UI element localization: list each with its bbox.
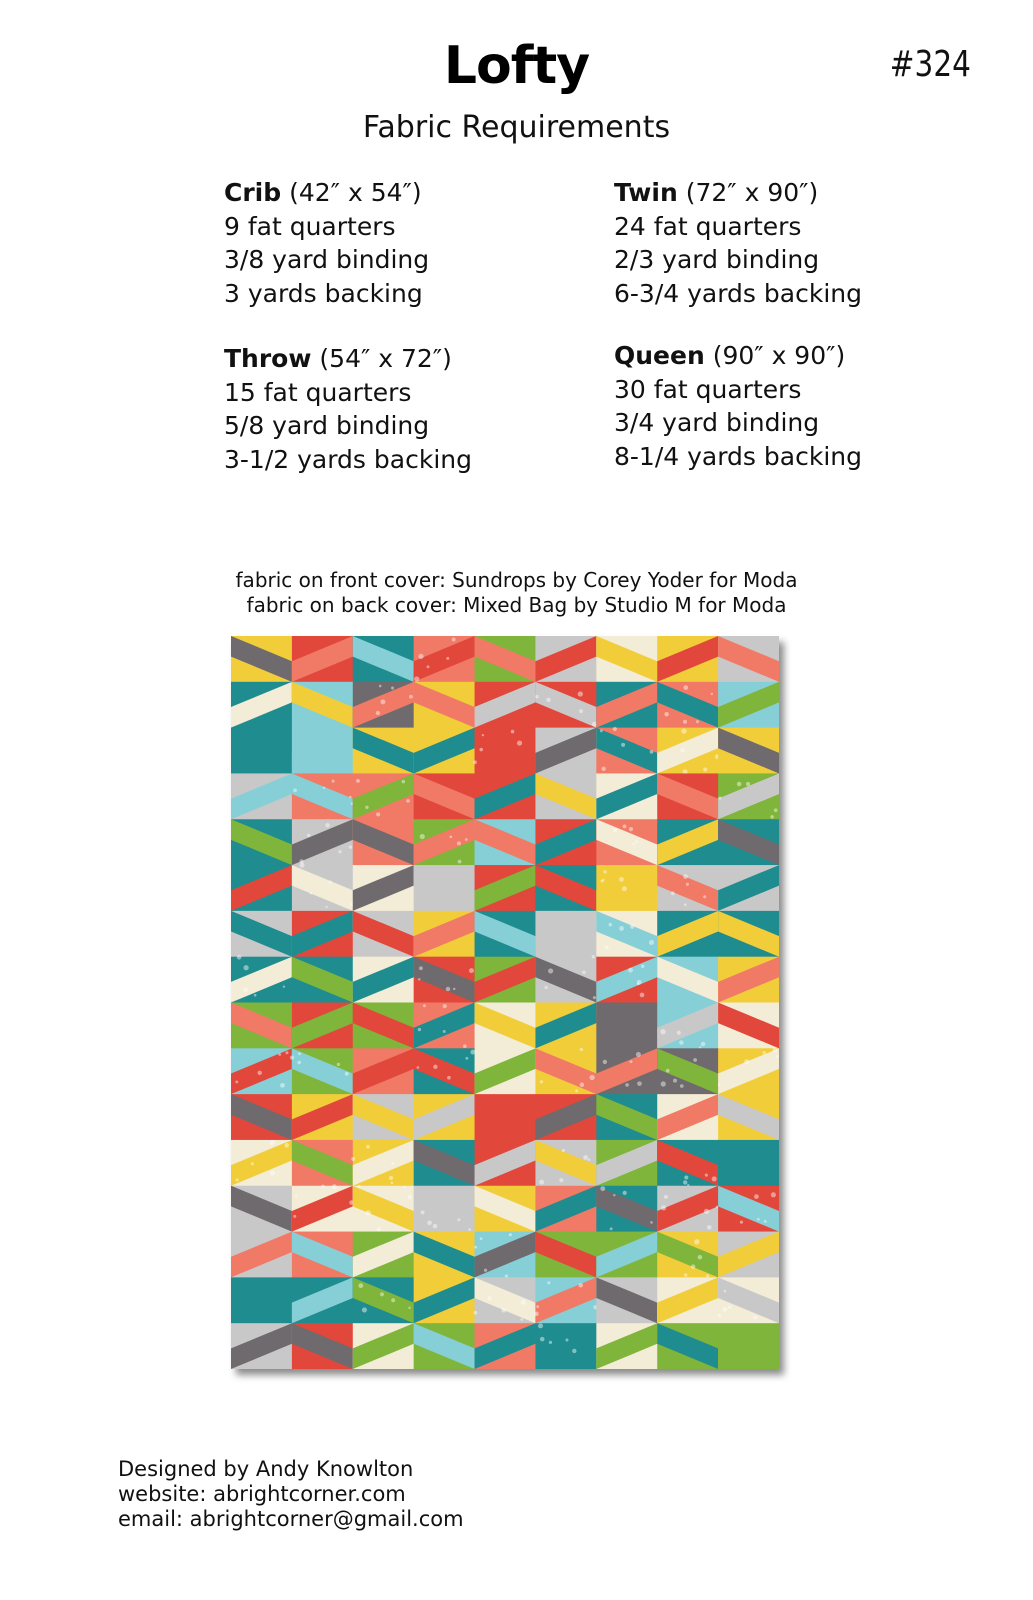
quilt-print-dot <box>389 1176 393 1180</box>
quilt-print-dot <box>380 1292 384 1296</box>
quilt-print-dot <box>406 799 410 803</box>
quilt-print-dot <box>418 1028 421 1031</box>
quilt-print-dot <box>423 1004 426 1007</box>
quilt-print-dot <box>603 870 606 873</box>
quilt-print-dot <box>511 730 515 734</box>
quilt-print-dot <box>600 1186 605 1191</box>
quilt-print-dot <box>465 1057 468 1060</box>
designer-info <box>118 1457 464 1532</box>
quilt-print-dot <box>712 1176 717 1181</box>
quilt-print-dot <box>408 1307 410 1309</box>
quilt-print-dot <box>452 638 456 642</box>
quilt-print-dot <box>621 743 625 747</box>
quilt-print-dot <box>257 1071 261 1075</box>
quilt-print-dot <box>630 1060 633 1063</box>
quilt-print-dot <box>722 1307 727 1312</box>
quilt-print-dot <box>681 728 686 733</box>
quilt-print-dot <box>237 955 242 960</box>
quilt-print-dot <box>521 1300 526 1305</box>
quilt-print-dot <box>251 1162 254 1165</box>
quilt-print-dot <box>509 1233 512 1236</box>
quilt-print-dot <box>728 1306 731 1309</box>
quilt-print-dot <box>535 695 538 698</box>
quilt-print-dot <box>625 1083 629 1087</box>
quilt-print-dot <box>593 996 596 999</box>
quilt-print-dot <box>427 665 430 668</box>
quilt-print-dot <box>349 845 352 848</box>
quilt-print-dot <box>575 1089 578 1092</box>
quilt-print-dot <box>772 1047 777 1052</box>
quilt-print-dot <box>619 877 624 882</box>
quilt-print-dot <box>592 955 595 958</box>
quilt-print-dot <box>409 695 413 699</box>
quilt-print-dot <box>463 1044 467 1048</box>
quilt-print-dot <box>329 880 332 883</box>
quilt-print-dot <box>443 1030 446 1033</box>
quilt-print-dot <box>540 1080 543 1083</box>
quilt-print-dot <box>684 1175 688 1179</box>
quilt-print-dot <box>358 1185 361 1188</box>
quilt-print-dot <box>683 874 688 879</box>
requirement-line: 30 fat quarters <box>614 374 802 404</box>
requirements-queen <box>614 339 862 473</box>
quilt-print-dot <box>562 1149 565 1152</box>
quilt-print-dot <box>680 748 685 753</box>
quilt-print-dot <box>547 1281 550 1284</box>
quilt-print-dot <box>376 812 380 816</box>
quilt-print-dot <box>416 1066 419 1069</box>
quilt-print-dot <box>365 1210 370 1215</box>
quilt-print-dot <box>443 1004 447 1008</box>
quilt-print-dot <box>559 1178 563 1182</box>
quilt-print-dot <box>744 1059 749 1064</box>
quilt-print-dot <box>297 1061 301 1065</box>
quilt-print-dot <box>321 1185 324 1188</box>
quilt-print-dot <box>703 895 706 898</box>
quilt-print-dot <box>684 903 687 906</box>
quilt-print-dot <box>635 840 638 843</box>
quilt-print-dot <box>711 693 713 695</box>
quilt-print-dot <box>602 879 605 882</box>
requirement-line: 3-1/2 yards backing <box>224 444 472 474</box>
quilt-print-dot <box>270 1170 275 1175</box>
quilt-print-dot <box>285 1051 288 1054</box>
quilt-print-dot <box>427 1221 432 1226</box>
quilt-print-dot <box>332 1184 337 1189</box>
quilt-print-dot <box>737 782 742 787</box>
quilt-print-dot <box>484 1269 487 1272</box>
quilt-print-dot <box>623 1191 627 1195</box>
quilt-illustration <box>231 636 779 1369</box>
quilt-print-dot <box>641 965 644 968</box>
back-cover-credit: fabric on back cover: Mixed Bag by Studio M for Moda <box>246 593 787 617</box>
quilt-print-dot <box>501 1308 506 1313</box>
quilt-print-dot <box>482 734 484 736</box>
quilt-print-dot <box>629 827 633 831</box>
quilt-image <box>231 636 779 1369</box>
quilt-print-dot <box>666 1069 670 1073</box>
requirement-line: 15 fat quarters <box>224 377 412 407</box>
quilt-print-dot <box>270 1140 275 1145</box>
requirements-twin <box>614 176 862 310</box>
quilt-print-dot <box>622 886 627 891</box>
quilt-print-dot <box>582 971 586 975</box>
size-dimensions: (90″ x 90″) <box>712 341 846 370</box>
pattern-number: #324 <box>889 44 971 85</box>
requirement-line: 8-1/4 yards backing <box>614 441 862 471</box>
quilt-print-dot <box>309 892 312 895</box>
quilt-print-dot <box>474 1246 477 1249</box>
quilt-print-dot <box>650 1221 653 1224</box>
quilt-print-dot <box>718 1083 720 1085</box>
quilt-print-dot <box>608 923 612 927</box>
size-name: Queen <box>614 341 705 370</box>
quilt-print-dot <box>588 1158 591 1161</box>
quilt-print-dot <box>718 1314 721 1317</box>
quilt-print-dot <box>473 760 477 764</box>
quilt-print-dot <box>332 780 335 783</box>
quilt-print-dot <box>613 1194 615 1196</box>
quilt-print-dot <box>544 986 547 989</box>
quilt-print-dot <box>418 654 423 659</box>
quilt-print-dot <box>686 883 689 886</box>
requirements-throw <box>224 342 472 476</box>
quilt-print-dot <box>549 1341 552 1344</box>
quilt-print-dot <box>418 978 420 980</box>
quilt-print-dot <box>236 1178 239 1181</box>
quilt-print-dot <box>632 843 635 846</box>
quilt-print-dot <box>630 925 634 929</box>
quilt-print-dot <box>724 1290 727 1293</box>
quilt-print-dot <box>770 815 774 819</box>
quilt-print-dot <box>280 1083 285 1088</box>
size-heading <box>614 339 862 373</box>
quilt-print-dot <box>619 926 624 931</box>
quilt-print-dot <box>680 1084 684 1088</box>
quilt-print-dot <box>548 968 553 973</box>
quilt-print-dot <box>677 1031 681 1035</box>
quilt-print-dot <box>683 720 687 724</box>
quilt-print-dot <box>365 806 368 809</box>
quilt-print-dot <box>600 729 603 732</box>
size-heading <box>224 176 429 210</box>
quilt-print-dot <box>691 1264 696 1269</box>
fabric-credits <box>0 568 1033 618</box>
quilt-print-dot <box>762 1051 765 1054</box>
quilt-print-dot <box>307 834 310 837</box>
quilt-print-dot <box>628 968 633 973</box>
quilt-print-dot <box>300 863 305 868</box>
quilt-print-dot <box>699 1046 701 1048</box>
quilt-print-dot <box>640 993 645 998</box>
quilt-print-dot <box>704 1209 709 1214</box>
size-name: Crib <box>224 178 282 207</box>
quilt-print-dot <box>753 1316 757 1320</box>
quilt-print-dot <box>613 727 617 731</box>
requirement-line: 24 fat quarters <box>614 211 802 241</box>
size-name: Twin <box>614 178 678 207</box>
quilt-print-dot <box>706 1274 709 1277</box>
size-heading <box>614 176 862 210</box>
quilt-print-dot <box>295 1194 298 1197</box>
quilt-print-dot <box>583 1155 588 1160</box>
quilt-print-dot <box>771 1192 776 1197</box>
quilt-print-dot <box>534 1312 539 1317</box>
quilt-print-dot <box>235 1080 238 1083</box>
quilt-print-dot <box>754 1194 759 1199</box>
quilt-print-dot <box>351 1157 355 1161</box>
quilt-print-dot <box>701 1042 706 1047</box>
quilt-print-dot <box>453 988 455 990</box>
quilt-print-dot <box>603 1060 607 1064</box>
quilt-print-dot <box>776 1055 779 1058</box>
quilt-print-dot <box>358 1283 363 1288</box>
quilt-print-dot <box>377 1227 381 1231</box>
requirements-crib <box>224 176 429 310</box>
quilt-print-dot <box>403 1186 405 1188</box>
quilt-print-dot <box>469 968 474 973</box>
quilt-print-dot <box>610 1227 613 1230</box>
quilt-print-dot <box>539 1180 544 1185</box>
quilt-print-dot <box>293 788 297 792</box>
quilt-print-dot <box>283 985 285 987</box>
quilt-print-dot <box>664 1195 668 1199</box>
quilt-print-dot <box>290 1056 294 1060</box>
quilt-print-dot <box>391 1298 395 1302</box>
quilt-print-dot <box>774 808 778 812</box>
quilt-print-dot <box>661 1205 666 1210</box>
quilt-print-dot <box>446 657 449 660</box>
quilt-print-dot <box>650 750 654 754</box>
quilt-print-dot <box>449 836 452 839</box>
quilt-print-dot <box>421 1210 425 1214</box>
quilt-print-dot <box>349 796 352 799</box>
quilt-print-dot <box>698 1255 702 1259</box>
quilt-print-dot <box>447 1076 451 1080</box>
quilt-print-dot <box>414 676 419 681</box>
pattern-title: Lofty <box>443 36 590 96</box>
quilt-print-dot <box>703 768 707 772</box>
quilt-print-dot <box>605 945 609 949</box>
quilt-print-dot <box>474 1311 478 1315</box>
quilt-print-dot <box>718 796 721 799</box>
front-cover-credit: fabric on front cover: Sundrops by Corey Yoder for Moda <box>235 568 798 592</box>
quilt-print-dot <box>716 1206 718 1208</box>
quilt-print-dot <box>465 838 468 841</box>
quilt-print-dot <box>578 691 583 696</box>
requirement-line: 3 yards backing <box>224 278 423 308</box>
quilt-print-dot <box>601 767 605 771</box>
designer-website: website: abrightcorner.com <box>118 1482 406 1506</box>
quilt-print-dot <box>673 1079 677 1083</box>
quilt-print-dot <box>345 1072 349 1076</box>
size-heading <box>224 342 472 376</box>
quilt-print-dot <box>623 824 627 828</box>
quilt-print-dot <box>407 1195 412 1200</box>
quilt-print-dot <box>683 1180 687 1184</box>
quilt-print-dot <box>580 1083 584 1087</box>
quilt-print-dot <box>457 841 461 845</box>
quilt-print-dot <box>536 1305 539 1308</box>
quilt-print-dot <box>243 988 247 992</box>
quilt-print-dot <box>433 1224 438 1229</box>
quilt-print-dot <box>589 1075 594 1080</box>
quilt-print-dot <box>381 699 386 704</box>
quilt-print-dot <box>694 1239 699 1244</box>
quilt-print-dot <box>379 685 382 688</box>
designer-name: Designed by Andy Knowlton <box>118 1457 414 1481</box>
quilt-print-dot <box>325 906 327 908</box>
quilt-print-dot <box>636 1052 641 1057</box>
quilt-print-dot <box>660 1029 665 1034</box>
size-name: Throw <box>224 344 312 373</box>
requirement-line: 3/8 yard binding <box>224 245 430 274</box>
quilt-print-dot <box>707 1225 712 1230</box>
quilt-print-dot <box>664 712 668 716</box>
quilt-print-dot <box>338 850 341 853</box>
quilt-print-dot <box>337 1063 340 1066</box>
quilt-print-dot <box>479 748 483 752</box>
quilt-print-dot <box>458 860 462 864</box>
quilt-print-dot <box>696 720 699 723</box>
size-dimensions: (54″ x 72″) <box>319 344 452 373</box>
section-subtitle: Fabric Requirements <box>362 110 671 145</box>
size-dimensions: (42″ x 54″) <box>289 178 422 207</box>
quilt-print-dot <box>746 782 750 786</box>
size-dimensions: (72″ x 90″) <box>685 178 819 207</box>
requirement-line: 2/3 yard binding <box>614 245 820 274</box>
quilt-print-dot <box>362 1307 367 1312</box>
quilt-print-dot <box>671 891 675 895</box>
quilt-print-dot <box>457 1218 460 1221</box>
quilt-print-dot <box>578 1283 583 1288</box>
quilt-print-dot <box>572 1349 576 1353</box>
quilt-print-dot <box>323 787 325 789</box>
quilt-print-dot <box>402 780 405 783</box>
quilt-print-dot <box>376 711 380 715</box>
quilt-print-dot <box>546 698 550 702</box>
quilt-print-dot <box>391 1182 394 1185</box>
designer-email: email: abrightcorner@gmail.com <box>118 1507 464 1531</box>
quilt-print-dot <box>505 1274 508 1277</box>
quilt-print-dot <box>757 1218 760 1221</box>
quilt-print-dot <box>487 1296 491 1300</box>
quilt-print-dot <box>679 1040 684 1045</box>
quilt-print-dot <box>521 1318 524 1321</box>
quilt-print-dot <box>592 722 597 727</box>
quilt-print-dot <box>579 709 583 713</box>
quilt-print-dot <box>420 834 425 839</box>
quilt-print-dot <box>254 994 257 997</box>
quilt-print-dot <box>637 983 640 986</box>
quilt-print-dot <box>419 966 423 970</box>
quilt-print-dot <box>683 685 688 690</box>
quilt-print-dot <box>517 741 522 746</box>
requirement-line: 5/8 yard binding <box>224 411 430 440</box>
quilt-print-dot <box>293 1215 296 1218</box>
requirement-line: 6-3/4 yards backing <box>614 278 862 308</box>
quilt-print-dot <box>468 1228 471 1231</box>
requirement-line: 3/4 yard binding <box>614 408 820 437</box>
quilt-print-dot <box>391 1162 394 1165</box>
quilt-print-dot <box>705 1174 708 1177</box>
quilt-print-dot <box>580 1048 583 1051</box>
quilt-print-dot <box>284 1143 289 1148</box>
quilt-print-dot <box>540 1337 545 1342</box>
quilt-print-dot <box>298 1052 301 1055</box>
quilt-print-dot <box>433 1065 437 1069</box>
quilt-print-dot <box>243 965 248 970</box>
quilt-print-dot <box>693 1058 697 1062</box>
requirement-line: 9 fat quarters <box>224 211 396 241</box>
quilt-print-dot <box>649 940 654 945</box>
quilt-print-dot <box>366 1145 370 1149</box>
quilt-print-dot <box>278 1053 281 1056</box>
quilt-print-dot <box>764 1220 767 1223</box>
quilt-print-dot <box>613 828 617 832</box>
quilt-print-dot <box>356 779 360 783</box>
quilt-print-dot <box>684 1273 687 1276</box>
quilt-print-dot <box>661 1081 666 1086</box>
quilt-print-dot <box>480 1237 483 1240</box>
quilt-print-dot <box>740 1221 743 1224</box>
quilt-print-dot <box>637 1081 642 1086</box>
quilt-print-dot <box>565 1338 568 1341</box>
quilt-print-dot <box>538 1323 543 1328</box>
quilt-print-dot <box>446 987 450 991</box>
quilt-print-dot <box>325 823 330 828</box>
quilt-print-dot <box>391 687 394 690</box>
